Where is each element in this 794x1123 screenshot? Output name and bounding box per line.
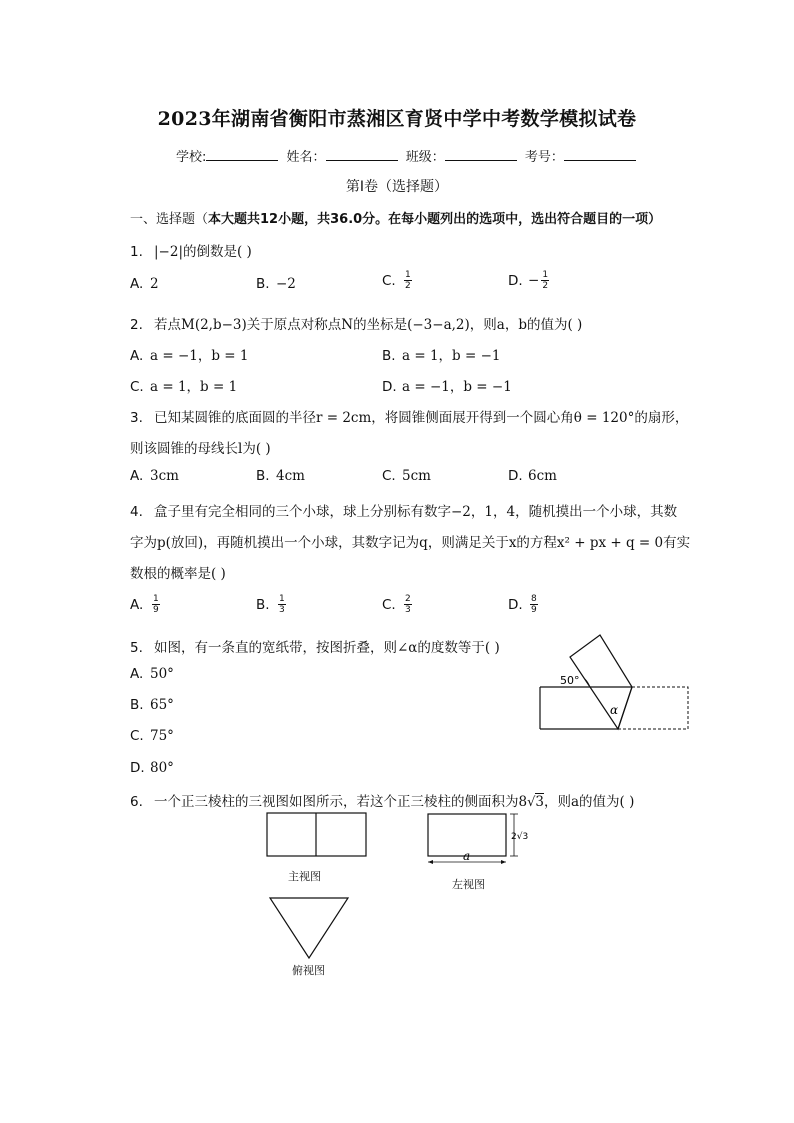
question-text: 一个正三棱柱的三视图如图所示，若这个正三棱柱的侧面积为8 <box>154 794 528 810</box>
fraction <box>404 594 412 615</box>
fraction <box>530 594 538 615</box>
side-view-caption: 左视图 <box>452 878 485 891</box>
section-description: 本大题共12小题，共36.0分。在每小题列出的选项中，选出符合题目的一项） <box>208 212 662 227</box>
sqrt-symbol: √ <box>527 795 536 810</box>
exam-number-blank <box>564 148 636 161</box>
question-text: |−2|的倒数是( ) <box>154 244 252 260</box>
question-number: 2. <box>130 317 143 333</box>
exam-number-label: 考号： <box>524 150 564 165</box>
option-label: B. <box>256 596 270 613</box>
section-label: 一、选择题（ <box>130 212 209 227</box>
question-text: 则该圆锥的母线长l为( ) <box>130 441 271 457</box>
option-value: 6cm <box>528 468 557 484</box>
question-4-stem-line-3 <box>130 562 226 582</box>
option-label: C. <box>382 272 396 289</box>
option-label: D. <box>508 468 523 484</box>
numerator: 2 <box>405 594 411 604</box>
option-value: 2 <box>150 276 159 292</box>
denominator: 3 <box>279 605 285 615</box>
fraction <box>541 270 549 291</box>
q3-option-c <box>382 468 431 484</box>
q3-option-a <box>130 468 179 484</box>
option-label: D. <box>508 272 523 289</box>
angle-50-label: 50° <box>560 674 580 687</box>
question-4-stem-line-1 <box>130 500 677 520</box>
option-label: D. <box>130 760 145 776</box>
width-dim-arrow-left <box>428 860 433 864</box>
numerator: 1 <box>542 270 549 280</box>
class-blank <box>445 148 517 161</box>
numerator: 8 <box>531 594 537 604</box>
question-number: 4. <box>130 504 143 520</box>
school-label: 学校: <box>176 150 207 165</box>
denominator: 9 <box>531 605 537 615</box>
question-text: ，则a的值为( ) <box>543 794 635 810</box>
class-label: 班级： <box>405 150 445 165</box>
numerator: 1 <box>153 594 159 604</box>
question-3-stem-line-1 <box>130 406 688 426</box>
q1-option-a <box>130 276 159 292</box>
option-label: A. <box>130 666 144 682</box>
q5-option-c <box>130 728 174 744</box>
q2-option-b <box>382 344 500 364</box>
question-2-stem <box>130 313 582 333</box>
q5-folded-strip-figure <box>530 628 700 738</box>
option-label: D. <box>508 596 523 613</box>
front-view-caption: 主视图 <box>288 870 321 883</box>
q2-option-d <box>382 375 512 395</box>
option-label: C. <box>130 728 144 744</box>
q4-option-b <box>256 594 286 615</box>
option-value: 65° <box>150 697 174 713</box>
q3-option-d <box>508 468 557 484</box>
option-label: A. <box>130 596 144 613</box>
exam-title: 2023年湖南省衡阳市蒸湘区育贤中学中考数学模拟试卷 <box>157 108 637 130</box>
q4-option-c <box>382 594 412 615</box>
numerator: 1 <box>405 270 411 280</box>
option-label: C. <box>130 379 144 395</box>
question-1-stem <box>130 240 252 260</box>
question-5-stem <box>130 636 500 656</box>
angle-alpha-label: α <box>610 703 619 717</box>
question-3-stem-line-2 <box>130 437 271 457</box>
question-text: 字为p(放回)，再随机摸出一个小球，其数字记为q，则满足关于x的方程x² + px + q = 0有实 <box>130 535 691 551</box>
strip-dashed-part <box>618 687 688 729</box>
top-view-triangle <box>270 898 348 958</box>
q1-option-c <box>382 270 412 291</box>
q4-option-a <box>130 594 160 615</box>
option-label: C. <box>382 468 396 484</box>
section-heading <box>130 208 661 227</box>
question-number: 6. <box>130 794 143 810</box>
question-number: 3. <box>130 410 143 426</box>
option-label: B. <box>256 276 270 292</box>
option-label: B. <box>382 348 396 364</box>
option-value: −2 <box>276 276 296 292</box>
student-info-line <box>176 146 640 165</box>
fraction <box>152 594 160 615</box>
question-number: 5. <box>130 640 143 656</box>
question-text: 如图，有一条直的宽纸带，按图折叠，则∠α的度数等于( ) <box>154 640 500 656</box>
q6-top-view <box>268 896 350 960</box>
fold-line <box>618 687 632 729</box>
minus-sign: − <box>528 272 540 289</box>
name-label: 姓名： <box>286 150 326 165</box>
q4-option-d <box>508 594 538 615</box>
option-value: 50° <box>150 666 174 682</box>
q5-option-d <box>130 760 174 776</box>
option-label: D. <box>382 379 397 395</box>
numerator: 1 <box>279 594 285 604</box>
option-label: B. <box>130 697 144 713</box>
option-label: C. <box>382 596 396 613</box>
denominator: 9 <box>153 605 159 615</box>
option-label: A. <box>130 276 144 292</box>
denominator: 3 <box>405 605 411 615</box>
q2-option-a <box>130 344 248 364</box>
q2-option-c <box>130 375 237 395</box>
q5-option-a <box>130 666 174 682</box>
option-value: 3cm <box>150 468 179 484</box>
option-label: A. <box>130 468 144 484</box>
q1-option-b <box>256 276 296 292</box>
question-text: 盒子里有完全相同的三个小球，球上分别标有数字−2，1，4，随机摸出一个小球，其数 <box>154 504 678 520</box>
top-view-caption: 俯视图 <box>292 964 325 977</box>
name-blank <box>326 148 398 161</box>
option-value: a = −1，b = −1 <box>402 379 512 395</box>
option-label: B. <box>256 468 270 484</box>
q6-side-view <box>426 812 536 872</box>
q3-option-b <box>256 468 305 484</box>
question-text: 若点M(2,b−3)关于原点对称点N的坐标是(−3−a,2)，则a，b的值为( ) <box>154 317 583 333</box>
question-6-stem <box>130 790 634 810</box>
fraction <box>278 594 286 615</box>
question-text: 数根的概率是( ) <box>130 566 226 582</box>
q1-option-d <box>508 270 549 291</box>
height-dim-label: 2√3 <box>511 832 529 842</box>
fraction <box>404 270 412 291</box>
option-value: a = 1，b = 1 <box>150 379 238 395</box>
width-dim-label: a <box>463 849 471 863</box>
denominator: 2 <box>405 281 411 291</box>
question-4-stem-line-2 <box>130 531 690 551</box>
question-text: 已知某圆锥的底面圆的半径r = 2cm，将圆锥侧面展开得到一个圆心角θ = 120°的扇形， <box>154 410 689 426</box>
q5-option-b <box>130 697 174 713</box>
sqrt-radicand: 3 <box>535 794 544 810</box>
option-value: 80° <box>150 760 174 776</box>
volume-title: 第I卷（选择题） <box>345 179 449 195</box>
school-blank <box>206 148 278 161</box>
option-value: a = 1，b = −1 <box>402 348 501 364</box>
denominator: 2 <box>542 281 549 291</box>
option-value: a = −1，b = 1 <box>150 348 249 364</box>
option-value: 5cm <box>402 468 431 484</box>
option-label: A. <box>130 348 144 364</box>
q6-front-view <box>266 812 368 858</box>
question-number: 1. <box>130 244 143 260</box>
option-value: 4cm <box>276 468 305 484</box>
option-value: 75° <box>150 728 174 744</box>
width-dim-arrow-right <box>501 860 506 864</box>
